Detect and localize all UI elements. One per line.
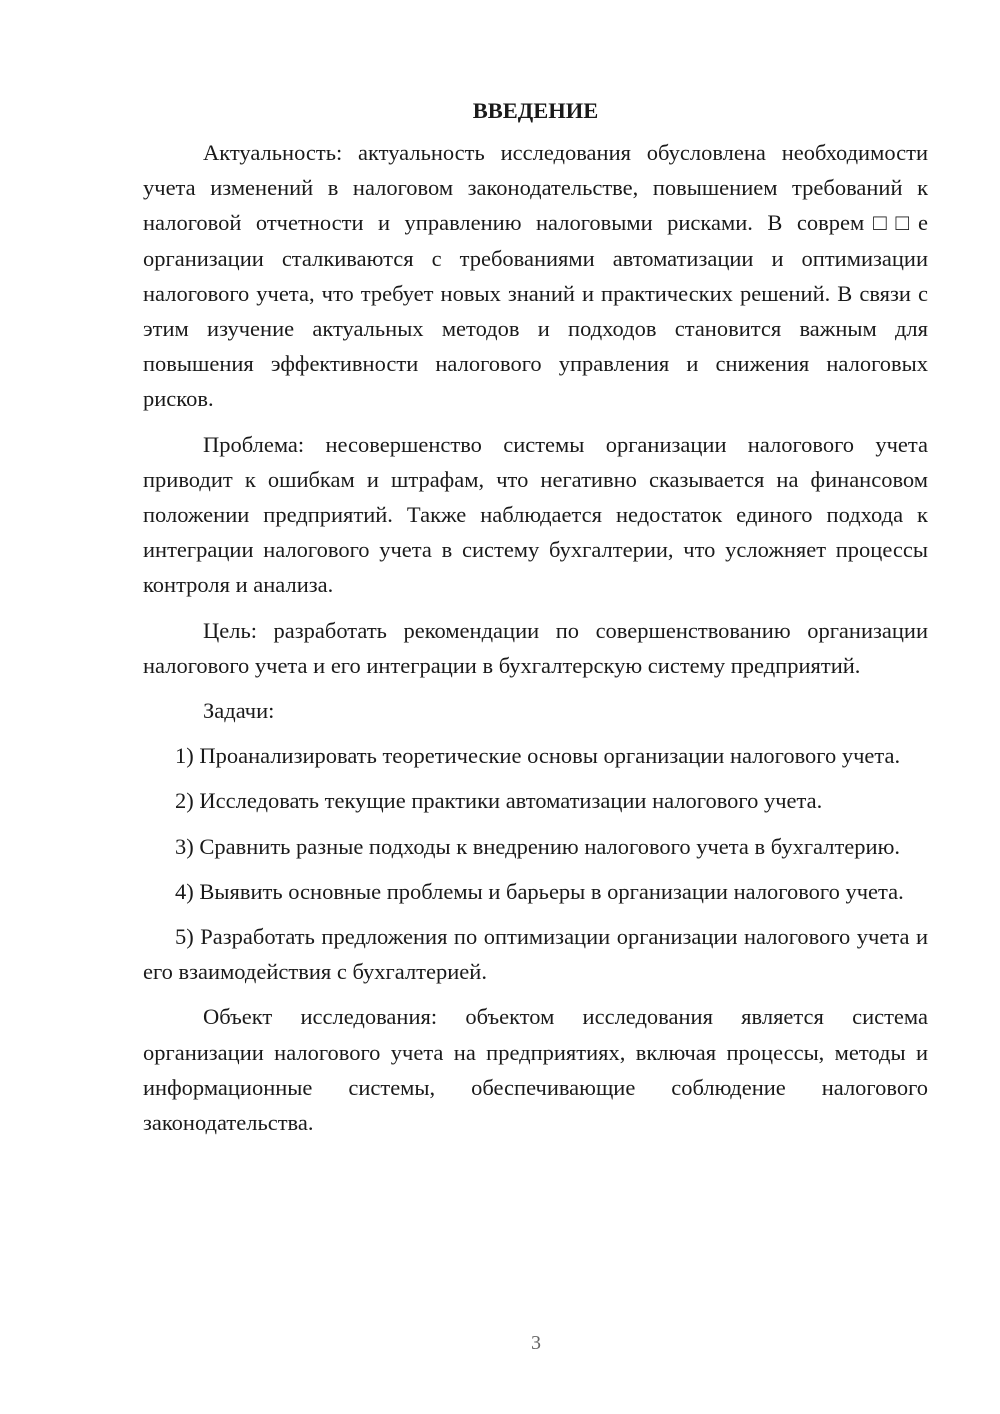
object-paragraph: Объект исследования: объектом исследования является система организации налогового учета на предприятиях, включая процессы, методы и информационные системы, обеспечивающие соблюдение налогового законодательства. xyxy=(143,1004,928,1136)
section-title: ВВЕДЕНИЕ xyxy=(472,98,599,123)
tasks-heading: Задачи: xyxy=(203,698,275,724)
task-item-4: 4) Выявить основные проблемы и барьеры в организации налогового учета. xyxy=(175,878,904,904)
page-number: 3 xyxy=(531,1332,541,1354)
goal-paragraph: Цель: разработать рекомендации по совершенствованию организации налогового учета и его интеграции в бухгалтерскую систему предприятий. xyxy=(143,617,928,678)
task-item-3: 3) Сравнить разные подходы к внедрению налогового учета в бухгалтерию. xyxy=(175,833,900,859)
page-body xyxy=(143,93,928,1150)
task-item-5: 5) Разработать предложения по оптимизации организации налогового учета и его взаимодействия с бухгалтерией. xyxy=(143,924,928,985)
task-item-1: 1) Проанализировать теоретические основы организации налогового учета. xyxy=(175,743,901,769)
relevance-paragraph: Актуальность: актуальность исследования обусловлена необходимости учета изменений в налоговом законодательстве, повышением требований к налоговой отчетности и управлению налоговыми рисками. В соврем□□е организации сталкиваются с требованиями автоматизации и оптимизации налогового учета, что требует новых знаний и практических решений. В связи с этим изучение актуальных методов и подходов становится важным для повышения эффективности налогового управления и снижения налоговых рисков. xyxy=(143,140,928,412)
task-item-2: 2) Исследовать текущие практики автоматизации налогового учета. xyxy=(175,788,823,814)
problem-paragraph: Проблема: несовершенство системы организации налогового учета приводит к ошибкам и штрафам, что негативно сказывается на финансовом положении предприятий. Также наблюдается недостаток единого подхода к интеграции налогового учета в систему бухгалтерии, что усложняет процессы контроля и анализа. xyxy=(143,431,928,598)
